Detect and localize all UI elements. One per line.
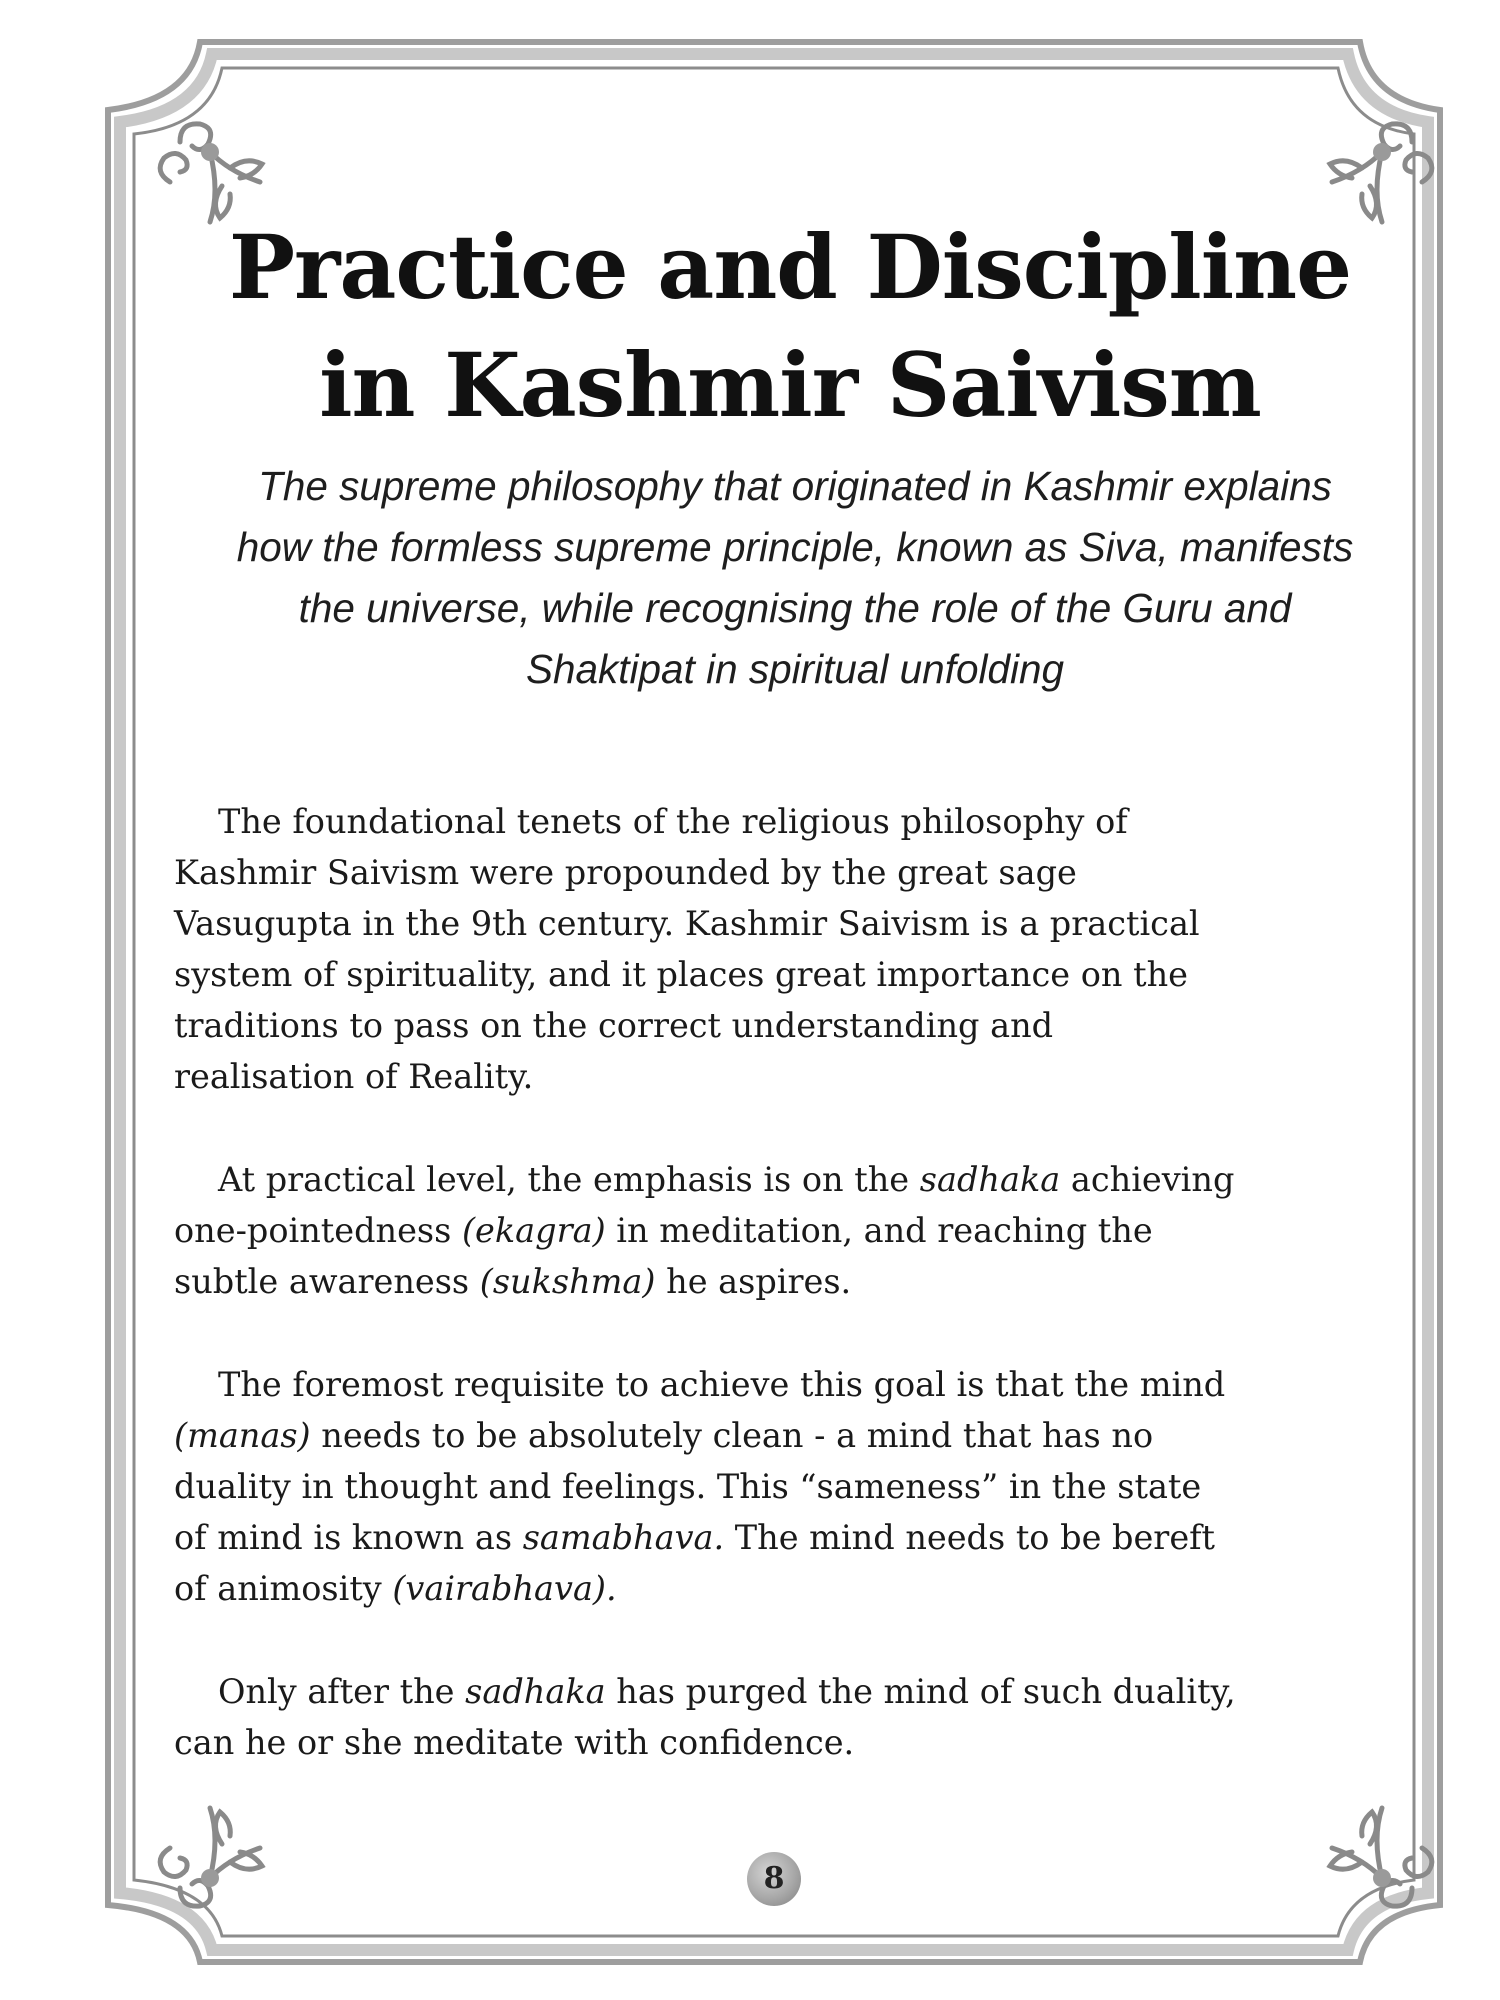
p3-l4-c: The mind needs to be bereft <box>724 1518 1216 1557</box>
paragraph-3-line-1: The foremost requisite to achieve this goal is that the mind <box>218 1365 1226 1404</box>
paragraph-1-line-2: Kashmir Saivism were propounded by the great sage <box>174 853 1077 892</box>
paragraph-1-line-4: system of spirituality, and it places great importance on the <box>174 955 1188 994</box>
paragraph-3-line-5 <box>174 1563 1376 1614</box>
term-samabhava: samabhava. <box>522 1518 725 1557</box>
paragraph-1 <box>174 796 1376 1102</box>
paragraph-1-line-1: The foundational tenets of the religious philosophy of <box>218 802 1128 841</box>
page-title-line-1: Practice and Discipline <box>228 215 1352 319</box>
p3-l2-b: needs to be absolutely clean - a mind that has no <box>310 1416 1154 1455</box>
term-sadhaka-2: sadhaka <box>465 1672 606 1711</box>
p2-l3-c: he aspires. <box>655 1262 852 1301</box>
subtitle-standfirst: The supreme philosophy that originated in Kashmir explains how the formless supreme principle, known as Siva, manifests the universe, while recognising the role of the Guru and Shaktipat in spiritual unfolding <box>236 463 1354 692</box>
p2-l1-a: At practical level, the emphasis is on the <box>218 1160 920 1199</box>
paragraph-4-line-1 <box>196 1666 1376 1717</box>
term-manas: (manas) <box>174 1416 311 1455</box>
p3-l4-a: of mind is known as <box>174 1518 523 1557</box>
page-title <box>160 208 1420 444</box>
paragraph-1-line-6: realisation of Reality. <box>174 1057 534 1096</box>
paragraph-3-line-3: duality in thought and feelings. This “sameness” in the state <box>174 1467 1202 1506</box>
term-sadhaka: sadhaka <box>919 1160 1061 1199</box>
p4-l1-a: Only after the <box>218 1672 466 1711</box>
article-body <box>174 796 1376 1820</box>
paragraph-3-line-2 <box>174 1410 1376 1461</box>
paragraph-2 <box>174 1154 1376 1307</box>
p3-l5-a: of animosity <box>174 1569 393 1608</box>
paragraph-3-line-4 <box>174 1512 1376 1563</box>
term-sukshma: (sukshma) <box>479 1262 656 1301</box>
paragraph-2-line-3 <box>174 1256 1376 1307</box>
term-vairabhava: (vairabhava). <box>392 1569 617 1608</box>
p2-l3-a: subtle awareness <box>174 1262 480 1301</box>
paragraph-2-line-2 <box>174 1205 1376 1256</box>
page-title-line-2: in Kashmir Saivism <box>319 333 1261 437</box>
p4-l1-c: has purged the mind of such duality, <box>605 1672 1236 1711</box>
paragraph-2-line-1 <box>196 1154 1376 1205</box>
p2-l1-c: achieving <box>1060 1160 1235 1199</box>
page-number-badge: 8 <box>747 1852 801 1906</box>
paragraph-4-line-2: can he or she meditate with confidence. <box>174 1723 855 1762</box>
p2-l2-a: one-pointedness <box>174 1211 462 1250</box>
paragraph-4 <box>174 1666 1376 1768</box>
paragraph-3 <box>174 1359 1376 1614</box>
term-ekagra: (ekagra) <box>461 1211 606 1250</box>
paragraph-1-line-3: Vasugupta in the 9th century. Kashmir Saivism is a practical <box>174 904 1200 943</box>
p2-l2-c: in meditation, and reaching the <box>605 1211 1153 1250</box>
paragraph-1-line-5: traditions to pass on the correct understanding and <box>174 1006 1054 1045</box>
